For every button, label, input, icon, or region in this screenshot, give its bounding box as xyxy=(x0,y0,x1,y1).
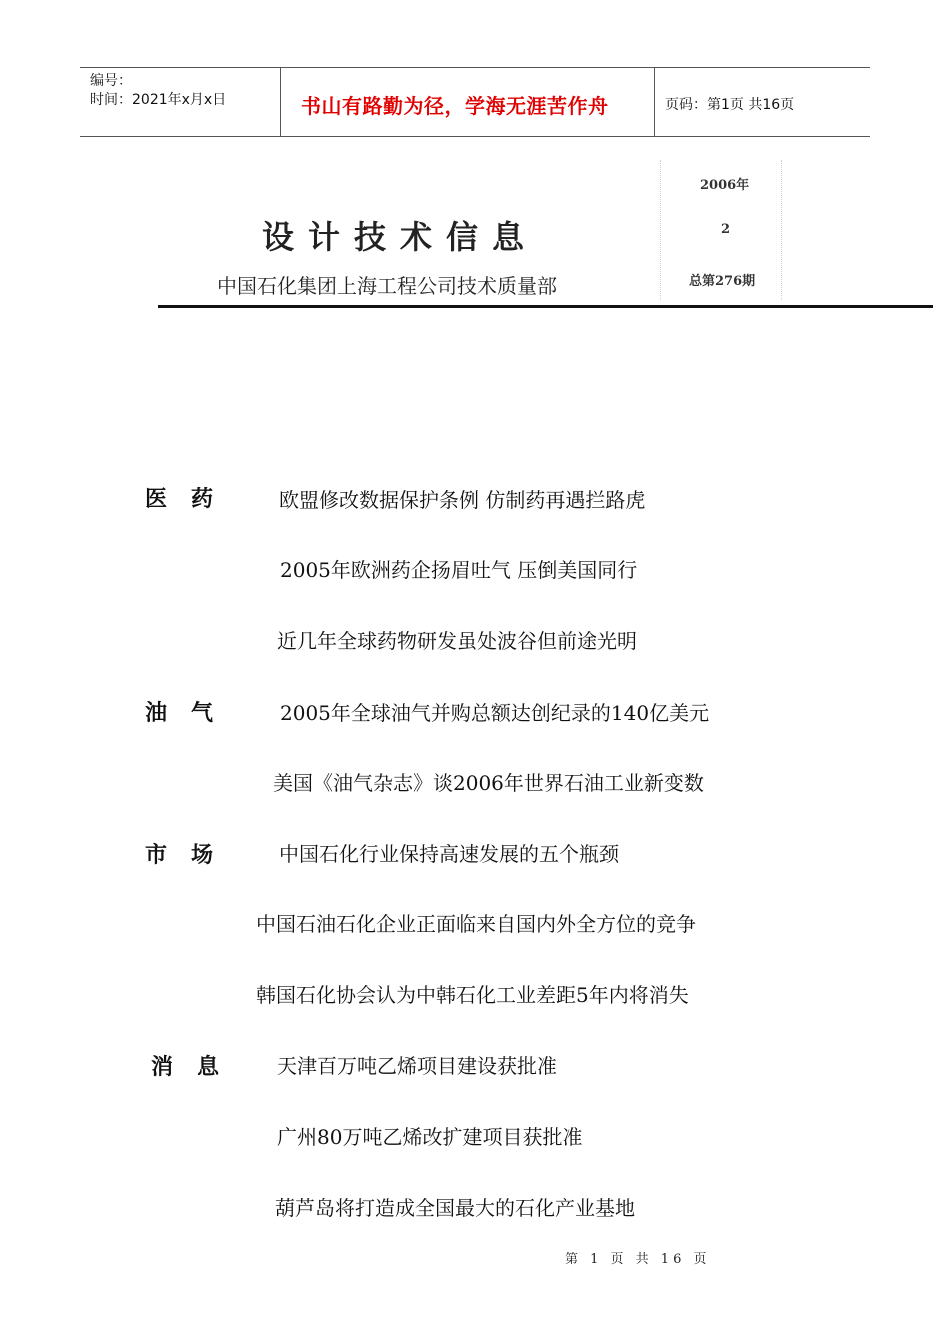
toc-item: 天津百万吨乙烯项目建设获批准 xyxy=(277,1054,557,1078)
issue-number: 2 xyxy=(721,222,731,237)
motto-text: 书山有路勤为径，学海无涯苦作舟 xyxy=(301,94,609,118)
toc-item: 葫芦岛将打造成全国最大的石化产业基地 xyxy=(275,1196,635,1220)
toc-item: 2005年欧洲药企扬眉吐气 压倒美国同行 xyxy=(280,558,638,582)
serial-label: 编号： xyxy=(90,73,132,89)
section-label-medicine: 医药 xyxy=(145,487,238,512)
header-meta xyxy=(80,68,280,136)
page-footer: 第 1 页 共 16 页 xyxy=(565,1252,711,1267)
section-label-news: 消息 xyxy=(151,1055,244,1080)
toc-item: 中国石油石化企业正面临来自国内外全方位的竞争 xyxy=(256,912,696,936)
time-label: 时间：2021年x月x日 xyxy=(90,92,227,108)
masthead-rule xyxy=(158,305,933,308)
toc-item: 广州80万吨乙烯改扩建项目获批准 xyxy=(277,1125,583,1149)
header-motto-cell xyxy=(280,68,655,136)
section-label-oil-gas: 油气 xyxy=(145,701,238,726)
toc-item: 韩国石化协会认为中韩石化工业差距5年内将消失 xyxy=(256,983,689,1007)
issue-total: 总第276期 xyxy=(689,274,756,289)
toc-item: 中国石化行业保持高速发展的五个瓶颈 xyxy=(279,842,619,866)
issue-year: 2006年 xyxy=(700,178,750,193)
masthead-organization: 中国石化集团上海工程公司技术质量部 xyxy=(217,274,557,298)
masthead-title: 设计技术信息 xyxy=(262,218,539,256)
header-page-info: 页码：第1页 共16页 xyxy=(665,97,795,113)
toc-item: 欧盟修改数据保护条例 仿制药再遇拦路虎 xyxy=(279,488,646,512)
toc-item: 美国《油气杂志》谈2006年世界石油工业新变数 xyxy=(273,771,704,795)
toc-item: 近几年全球药物研发虽处波谷但前途光明 xyxy=(277,629,637,653)
toc-item: 2005年全球油气并购总额达创纪录的140亿美元 xyxy=(280,701,710,725)
document-header xyxy=(80,67,870,137)
section-label-market: 市场 xyxy=(145,843,238,868)
